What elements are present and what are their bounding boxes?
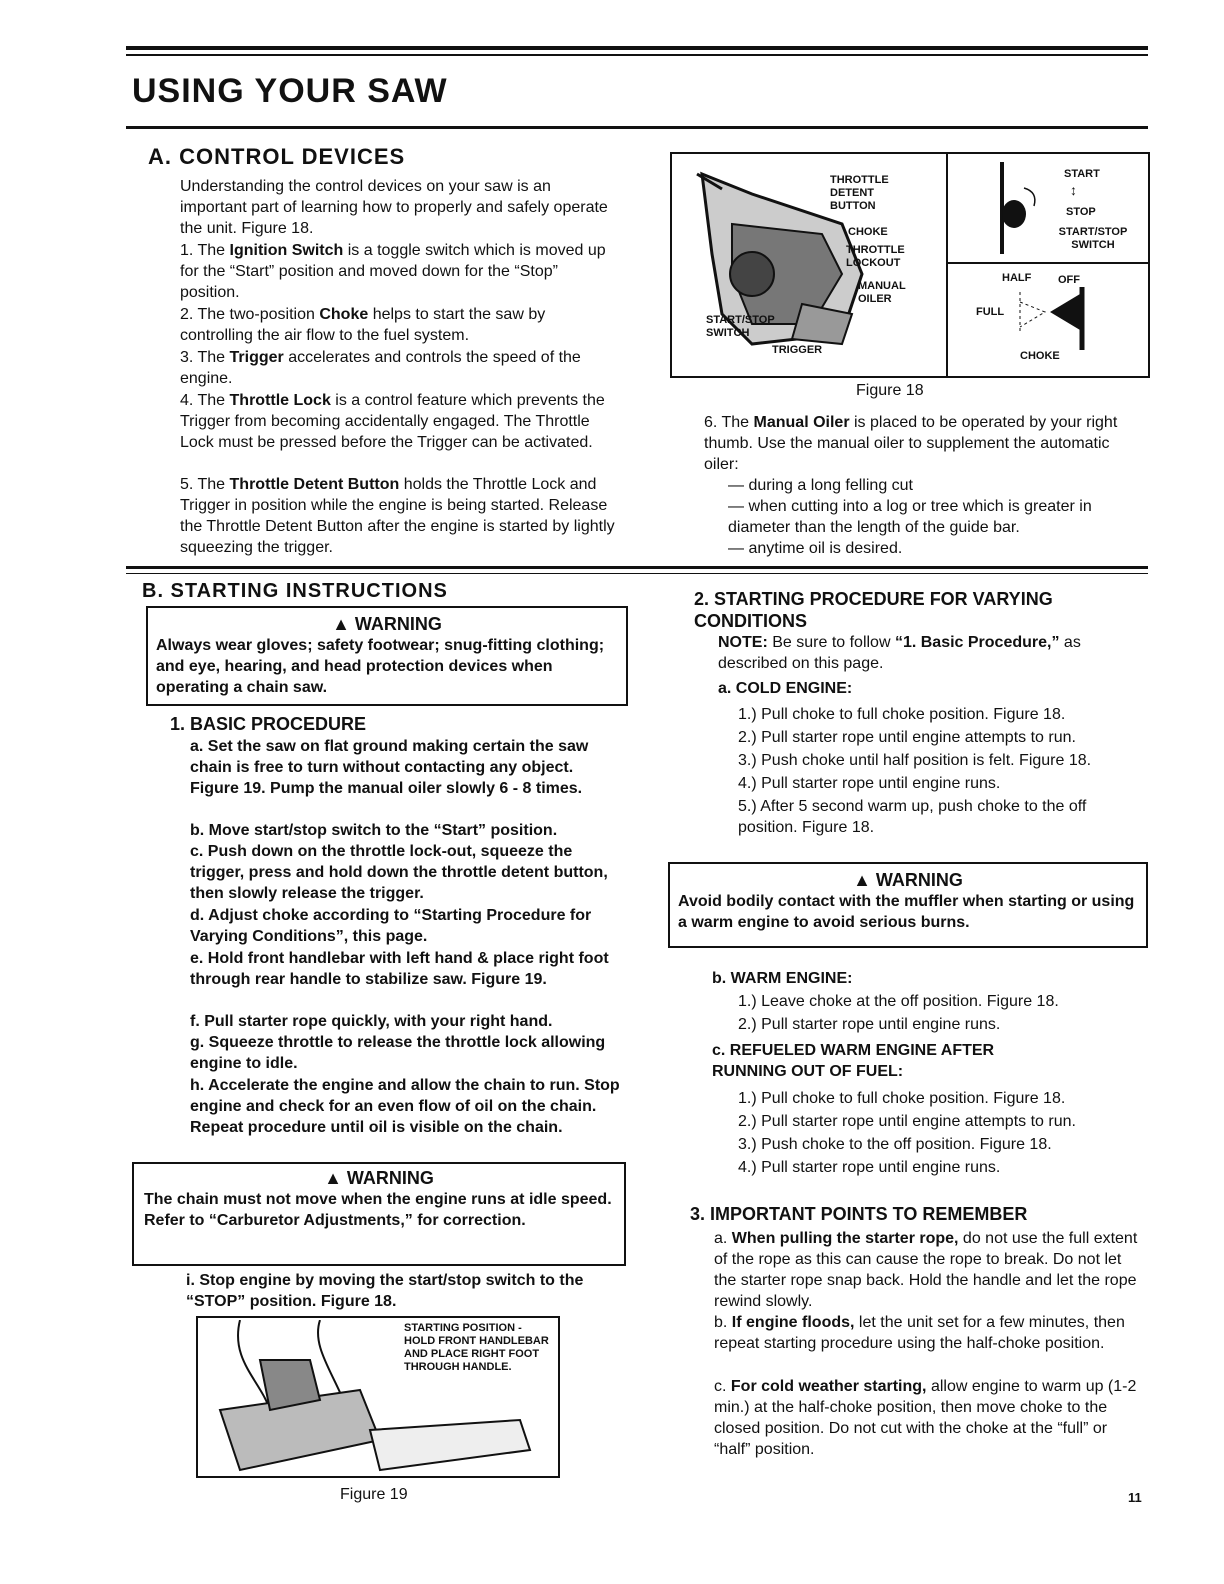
section-2-heading: 2. STARTING PROCEDURE FOR VARYING CONDITIONS — [694, 589, 1053, 631]
page-number: 11 — [1128, 1490, 1142, 1505]
step-g: g. Squeeze throttle to release the throttle lock allowing engine to idle. — [190, 1034, 606, 1072]
oiler-dash-2: — when cutting into a log or tree which is greater in diameter than the length of the guide bar. — [728, 498, 1092, 536]
control-item-6: 6. The Manual Oiler is placed to be operated by your right thumb. Use the manual oiler to supplement the automatic oiler: — [704, 414, 1118, 473]
fig19-label: STARTING POSITION - HOLD FRONT HANDLEBAR AND PLACE RIGHT FOOT THROUGH HANDLE. — [404, 1322, 549, 1373]
cold-step-5: 5.) After 5 second warm up, push choke to the off position. Figure 18. — [738, 798, 1087, 836]
label-start-stop: START/STOP SWITCH — [706, 314, 775, 339]
warning-icon: ▲ — [324, 1168, 342, 1188]
point-b: b. If engine floods, let the unit set for a few minutes, then repeat starting procedure using the half-choke position. — [714, 1314, 1125, 1352]
refuel-step-1: 1.) Pull choke to full choke position. Figure 18. — [738, 1090, 1066, 1107]
cold-step-2: 2.) Pull starter rope until engine attempts to run. — [738, 729, 1076, 746]
figure-18 — [670, 152, 1150, 378]
cold-step-1: 1.) Pull choke to full choke position. Figure 18. — [738, 706, 1066, 723]
refuel-step-3: 3.) Push choke to the off position. Figure 18. — [738, 1136, 1052, 1153]
label-trigger: TRIGGER — [772, 344, 823, 356]
control-item-2: 2. The two-position Choke helps to start the saw by controlling the air flow to the fuel system. — [180, 306, 546, 344]
control-item-4: 4. The Throttle Lock is a control feature which prevents the Trigger from becoming accidentally engaged. The Throttle Lock must be pressed before the Trigger can be activated. — [180, 392, 605, 451]
top-rule — [126, 46, 1148, 50]
label-throttle-detent: THROTTLE DETENT BUTTON — [830, 174, 889, 212]
mid-rule-thin — [126, 573, 1148, 574]
warning-icon: ▲ — [332, 614, 350, 634]
label-throttle-lockout: THROTTLE LOCKOUT — [846, 244, 905, 269]
control-item-5: 5. The Throttle Detent Button holds the Throttle Lock and Trigger in position while the engine is being started. Release the Throttle Detent Button after the engine is started by lightly squeezing the trigger. — [180, 476, 615, 556]
warm-step-2: 2.) Pull starter rope until engine runs. — [738, 1016, 1001, 1033]
label-start: START — [1064, 168, 1100, 180]
label-choke: CHOKE — [848, 226, 888, 238]
step-c: c. Push down on the throttle lock-out, squeeze the trigger, press and hold down the throttle detent button, then slowly release the trigger. — [190, 843, 608, 902]
control-item-3: 3. The Trigger accelerates and controls the speed of the engine. — [180, 349, 581, 387]
control-item-1: 1. The Ignition Switch is a toggle switch which is moved up for the “Start” position and moved down for the “Stop” position. — [180, 242, 606, 301]
section-a-intro: Understanding the control devices on your saw is an important part of learning how to properly and safely operate the unit. Figure 18. — [180, 178, 608, 237]
label-manual-oiler: MANUAL OILER — [858, 280, 906, 305]
warning-3-text: Avoid bodily contact with the muffler when starting or using a warm engine to avoid serious burns. — [678, 893, 1135, 931]
point-c: c. For cold weather starting, allow engine to warm up (1-2 min.) at the half-choke position, then move choke to the closed position. Do not cut with the choke at the “full” or “half” position. — [714, 1378, 1137, 1458]
figure-19-caption: Figure 19 — [340, 1486, 408, 1503]
page-title: USING YOUR SAW — [132, 72, 448, 110]
warning-1-text: Always wear gloves; safety footwear; snug-fitting clothing; and eye, hearing, and head protection devices when operating a chain saw. — [156, 637, 605, 696]
warning-box-1: ▲ WARNING Always wear gloves; safety footwear; snug-fitting clothing; and eye, hearing, and head protection devices when operating a chain saw. — [146, 606, 628, 706]
note: NOTE: Be sure to follow “1. Basic Procedure,” as described on this page. — [718, 634, 1081, 672]
title-rule — [126, 126, 1148, 129]
toggle-switch-icon — [988, 162, 1048, 254]
warm-engine-heading: b. WARM ENGINE: — [712, 970, 853, 987]
section-a-heading: A. CONTROL DEVICES — [148, 144, 406, 169]
step-f: f. Pull starter rope quickly, with your right hand. — [190, 1013, 553, 1030]
figure-18-caption: Figure 18 — [856, 382, 924, 399]
label-choke-lever: CHOKE — [1020, 350, 1060, 362]
label-start-stop-switch: START/STOP SWITCH — [1058, 226, 1128, 251]
refuel-step-4: 4.) Pull starter rope until engine runs. — [738, 1159, 1001, 1176]
top-rule-thin — [126, 54, 1148, 56]
warning-box-2: ▲ WARNING The chain must not move when the engine runs at idle speed. Refer to “Carburetor Adjustments,” for correction. — [132, 1162, 626, 1266]
label-half: HALF — [1002, 272, 1032, 284]
step-i: i. Stop engine by moving the start/stop switch to the “STOP” position. Figure 18. — [186, 1272, 584, 1310]
step-h: h. Accelerate the engine and allow the chain to run. Stop engine and check for an even flow of oil on the chain. Repeat procedure until oil is visible on the chain. — [190, 1077, 620, 1136]
refueled-heading: c. REFUELED WARM ENGINE AFTER RUNNING OUT OF FUEL: — [712, 1042, 995, 1080]
cold-step-4: 4.) Pull starter rope until engine runs. — [738, 775, 1001, 792]
label-stop: STOP — [1066, 206, 1096, 218]
mid-rule — [126, 566, 1148, 569]
section-b-heading: B. STARTING INSTRUCTIONS — [142, 580, 448, 602]
cold-engine-heading: a. COLD ENGINE: — [718, 680, 853, 697]
refuel-step-2: 2.) Pull starter rope until engine attempts to run. — [738, 1113, 1076, 1130]
step-a: a. Set the saw on flat ground making certain the saw chain is free to turn without contacting any object. Figure 19. Pump the manual oiler slowly 6 - 8 times. — [190, 738, 589, 797]
step-e: e. Hold front handlebar with left hand & place right foot through rear handle to stabilize saw. Figure 19. — [190, 950, 609, 988]
label-full: FULL — [976, 306, 1005, 318]
step-d: d. Adjust choke according to “Starting Procedure for Varying Conditions”, this page. — [190, 907, 592, 945]
warm-step-1: 1.) Leave choke at the off position. Figure 18. — [738, 993, 1059, 1010]
figure-19 — [196, 1316, 560, 1478]
warning-icon: ▲ — [853, 870, 871, 890]
warning-2-text: The chain must not move when the engine runs at idle speed. Refer to “Carburetor Adjustments,” for correction. — [144, 1191, 612, 1229]
cold-step-3: 3.) Push choke until half position is felt. Figure 18. — [738, 752, 1092, 769]
warning-box-3: ▲ WARNING Avoid bodily contact with the muffler when starting or using a warm engine to avoid serious burns. — [668, 862, 1148, 948]
step-b: b. Move start/stop switch to the “Start” position. — [190, 822, 558, 839]
point-a: a. When pulling the starter rope, do not use the full extent of the rope as this can cause the rope to break. Do not let the starter rope snap back. Hold the handle and let the rope rewind slowly. — [714, 1230, 1138, 1310]
section-3-heading: 3. IMPORTANT POINTS TO REMEMBER — [690, 1204, 1028, 1224]
choke-lever-icon — [1000, 282, 1100, 352]
oiler-dash-3: — anytime oil is desired. — [728, 540, 903, 557]
oiler-dash-1: — during a long felling cut — [728, 477, 913, 494]
basic-procedure-heading: 1. BASIC PROCEDURE — [170, 714, 367, 734]
label-off: OFF — [1058, 274, 1080, 286]
arrow-icon: ↕ — [1070, 182, 1077, 198]
